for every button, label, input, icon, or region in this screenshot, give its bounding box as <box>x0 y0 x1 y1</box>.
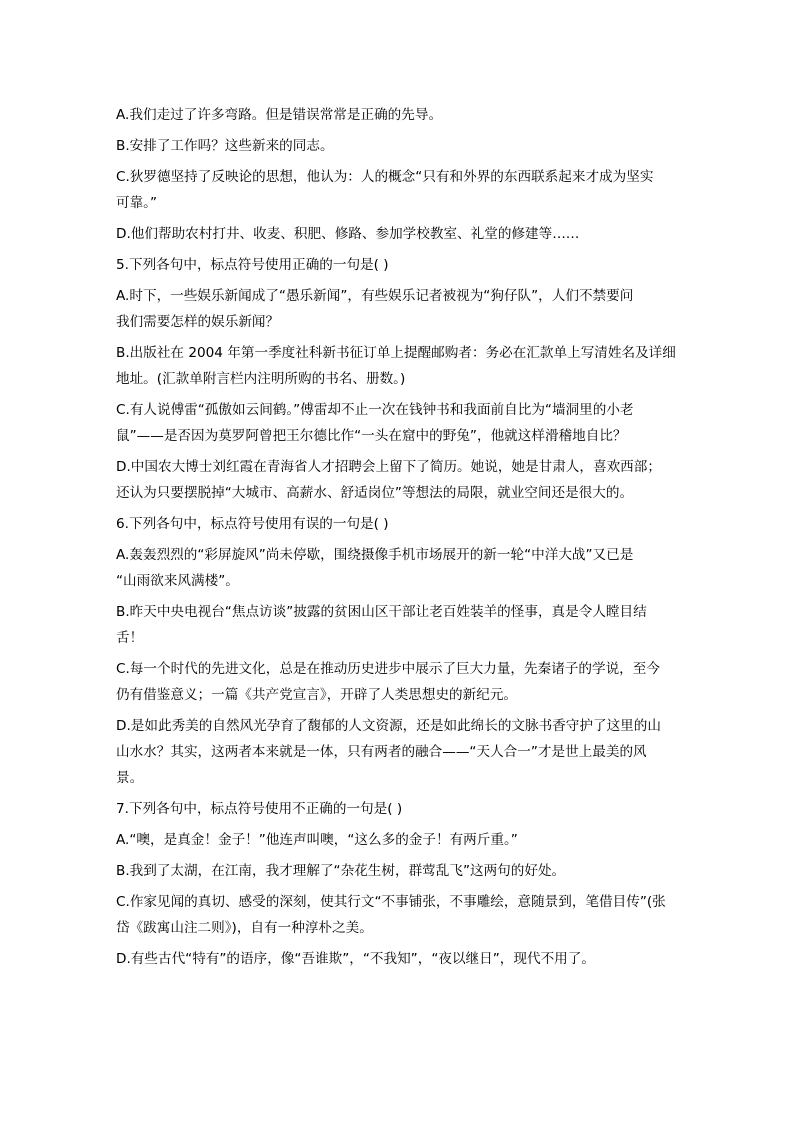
text-line: B.安排了工作吗？这些新来的同志。 <box>116 138 334 154</box>
text-line: 7.下列各句中，标点符号使用不正确的一句是( ) <box>116 801 403 817</box>
text-line: D.中国农大博士刘红霞在青海省人才招聘会上留下了简历。她说，她是甘肃人，喜欢西部； <box>116 459 661 475</box>
paragraph <box>116 713 684 791</box>
text-line: 景。 <box>116 770 144 786</box>
text-line: 可靠。” <box>116 195 158 211</box>
paragraph <box>116 221 684 247</box>
text-line: B.昨天中央电视台“焦点访谈”披露的贫困山区干部让老百姓装羊的怪事，真是令人瞠目结 <box>116 604 647 620</box>
text-line: 我们需要怎样的娱乐新闻？ <box>116 314 280 330</box>
text-line: C.每一个时代的先进文化，总是在推动历史进步中展示了巨大力量，先秦诸子的学说，至今 <box>116 661 660 677</box>
text-line: 仍有借鉴意义；一篇《共产党宣言》，开辟了人类思想史的新纪元。 <box>116 687 518 703</box>
text-line: A.我们走过了许多弯路。但是错误常常是正确的先导。 <box>116 107 443 123</box>
paragraph <box>116 858 684 884</box>
text-line: B.我到了太湖，在江南，我才理解了“杂花生树，群莺乱飞”这两句的好处。 <box>116 863 566 879</box>
paragraph <box>116 252 684 278</box>
paragraph <box>116 542 684 594</box>
text-line: C.作家见闻的真切、感受的深刻，使其行文“不事铺张，不事雕绘，意随景到，笔借目传”(张 <box>116 894 666 910</box>
paragraph <box>116 827 684 853</box>
text-line: C.狄罗德坚持了反映论的思想，他认为：人的概念“只有和外界的东西联系起来才成为坚实 <box>116 169 654 185</box>
paragraph <box>116 397 684 449</box>
text-line: 5.下列各句中，标点符号使用正确的一句是( ) <box>116 257 389 273</box>
text-line: D.有些古代“特有”的语序，像“吾谁欺”，“不我知”，“夜以继日”，现代不用了。 <box>116 951 595 967</box>
paragraph <box>116 102 684 128</box>
text-line: 还认为只要摆脱掉“大城市、高薪水、舒适岗位”等想法的局限，就业空间还是很大的。 <box>116 485 634 501</box>
text-line: A.“噢，是真金！金子！”他连声叫噢，“这么多的金子！有两斤重。” <box>116 832 518 848</box>
text-line: B.出版社在 2004 年第一季度社科新书征订单上提醒邮购者：务必在汇款单上写清姓名及详细 <box>116 345 676 361</box>
paragraph <box>116 946 684 972</box>
text-line: D.是如此秀美的自然风光孕育了馥郁的人文资源，还是如此绵长的文脉书香守护了这里的山 <box>116 718 661 734</box>
paragraph <box>116 889 684 941</box>
paragraph <box>116 283 684 335</box>
text-line: 舌！ <box>116 630 144 646</box>
text-line: A.轰轰烈烈的“彩屏旋风”尚未停歇，围绕摄像手机市场展开的新一轮“中洋大战”又已是 <box>116 547 634 563</box>
text-line: D.他们帮助农村打井、收麦、积肥、修路、参加学校教室、礼堂的修建等…… <box>116 226 580 242</box>
text-line: “山雨欲来风满楼”。 <box>116 573 239 589</box>
paragraph <box>116 796 684 822</box>
text-line: 山水水？其实，这两者本来就是一体，只有两者的融合——“天人合一”才是世上最美的风 <box>116 744 647 760</box>
text-line: 地址。(汇款单附言栏内注明所购的书名、册数。) <box>116 371 406 387</box>
paragraph <box>116 656 684 708</box>
text-line: 岱《跋寓山注二则》)，自有一种淳朴之美。 <box>116 920 373 936</box>
text-line: A.时下，一些娱乐新闻成了“愚乐新闻”，有些娱乐记者被视为“狗仔队”，人们不禁要问 <box>116 288 634 304</box>
document-body <box>116 102 684 977</box>
text-line: 6.下列各句中，标点符号使用有误的一句是( ) <box>116 516 389 532</box>
paragraph <box>116 511 684 537</box>
text-line: C.有人说傅雷“孤傲如云间鹤。”傅雷却不止一次在钱钟书和我面前自比为“墙洞里的小老 <box>116 402 634 418</box>
paragraph <box>116 454 684 506</box>
text-line: 鼠”——是否因为莫罗阿曾把王尔德比作“一头在窟中的野兔”，他就这样滑稽地自比？ <box>116 428 627 444</box>
paragraph <box>116 340 684 392</box>
paragraph <box>116 164 684 216</box>
paragraph <box>116 599 684 651</box>
paragraph <box>116 133 684 159</box>
